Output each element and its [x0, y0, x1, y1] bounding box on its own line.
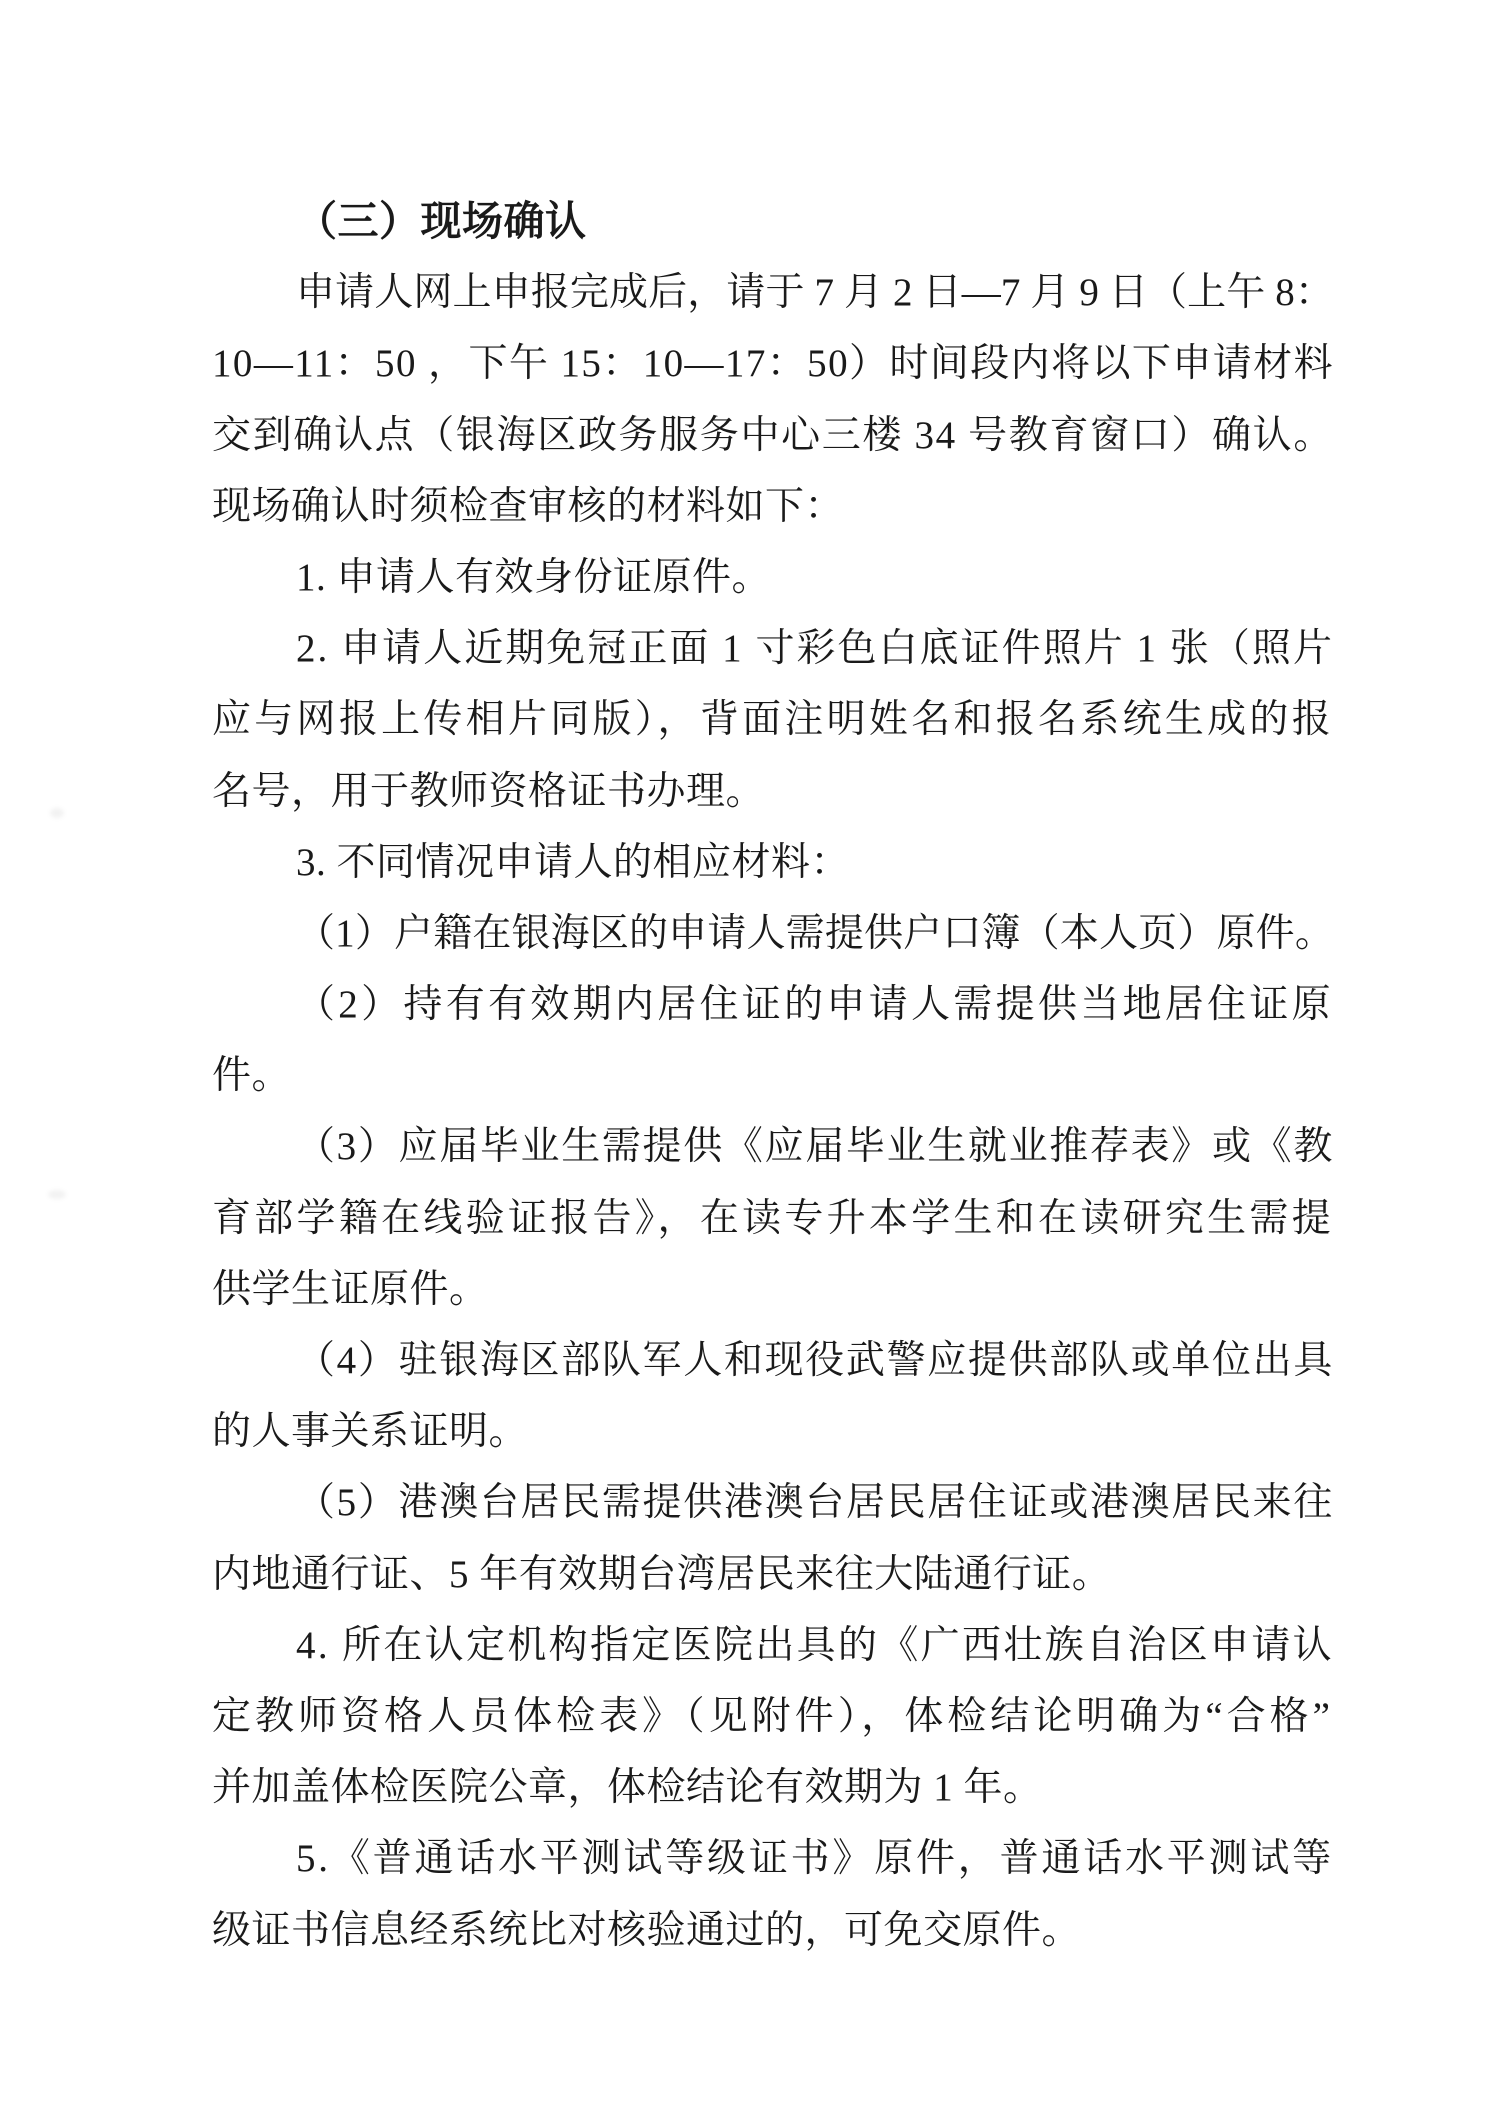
scan-artifact: [50, 808, 64, 818]
scan-artifact: [48, 1190, 66, 1199]
text-line-content: 1. 申请人有效身份证原件。: [296, 555, 772, 599]
text-line: [212, 684, 1334, 755]
text-line-content: （3）应届毕业生需提供《应届毕业生就业推荐表》或《教: [296, 1125, 1334, 1169]
section-heading: [212, 186, 1334, 257]
text-line-content: 件。: [212, 1054, 292, 1098]
text-line-content: 级证书信息经系统比对核验通过的，可免交原件。: [212, 1908, 1082, 1952]
document-body: [212, 186, 1334, 1966]
text-line: [212, 756, 1334, 827]
text-line-content: （4）驻银海区部队军人和现役武警应提供部队或单位出具: [296, 1339, 1334, 1382]
text-line-content: 应与网报上传相片同版），背面注明姓名和报名系统生成的报: [212, 698, 1334, 742]
text-line-content: 3. 不同情况申请人的相应材料：: [296, 840, 851, 884]
text-line: [212, 1681, 1334, 1752]
text-line-content: 4. 所在认定机构指定医院出具的《广西壮族自治区申请认: [296, 1623, 1334, 1667]
text-line-content: 定教师资格人员体检表》（见附件），体检结论明确为“合格”: [212, 1694, 1334, 1738]
text-line: [212, 542, 1334, 613]
text-line-content: 现场确认时须检查审核的材料如下：: [212, 484, 845, 528]
text-line-content: 内地通行证、5 年有效期台湾居民来往大陆通行证。: [212, 1552, 1112, 1596]
text-line: [212, 1396, 1334, 1467]
text-line-content: 10—11：50 ，下午 15：10—17：50）时间段内将以下申请材料: [212, 342, 1334, 386]
text-line-content: （5）港澳台居民需提供港澳台居民居住证或港澳居民来往: [296, 1481, 1334, 1525]
text-line: [212, 613, 1334, 684]
text-line: [212, 1895, 1334, 1966]
text-line: [212, 898, 1334, 969]
text-line: [212, 1539, 1334, 1610]
text-line: [212, 1040, 1334, 1111]
text-line: [212, 1467, 1334, 1538]
text-line-content: （三）现场确认: [296, 198, 587, 244]
text-line: [212, 400, 1334, 471]
text-line-content: （1）户籍在银海区的申请人需提供户口簿（本人页）原件。: [296, 911, 1334, 955]
text-line-content: 的人事关系证明。: [212, 1410, 529, 1454]
text-line-content: （2）持有有效期内居住证的申请人需提供当地居住证原: [296, 983, 1334, 1027]
text-line-content: 供学生证原件。: [212, 1267, 489, 1311]
text-line-content: 交到确认点（银海区政务服务中心三楼 34 号教育窗口）确认。: [212, 413, 1334, 457]
text-line: [212, 969, 1334, 1040]
text-line: [212, 257, 1334, 328]
text-line-content: 5.《普通话水平测试等级证书》原件，普通话水平测试等: [296, 1837, 1334, 1881]
text-line: [212, 471, 1334, 542]
text-line: [212, 827, 1334, 898]
text-line-content: 2. 申请人近期免冠正面 1 寸彩色白底证件照片 1 张（照片: [296, 627, 1334, 671]
text-line: [212, 1823, 1334, 1894]
text-line-content: 并加盖体检医院公章，体检结论有效期为 1 年。: [212, 1766, 1043, 1810]
text-line: [212, 1111, 1334, 1182]
text-line: [212, 1610, 1334, 1681]
text-line: [212, 1752, 1334, 1823]
text-line-content: 申请人网上申报完成后，请于 7 月 2 日—7 月 9 日（上午 8：: [296, 271, 1334, 315]
text-line: [212, 1325, 1334, 1396]
text-line: [212, 1254, 1334, 1325]
text-line: [212, 328, 1334, 399]
text-line-content: 名号，用于教师资格证书办理。: [212, 769, 766, 813]
text-line: [212, 1183, 1334, 1254]
text-line-content: 育部学籍在线验证报告》，在读专升本学生和在读研究生需提: [212, 1196, 1334, 1240]
